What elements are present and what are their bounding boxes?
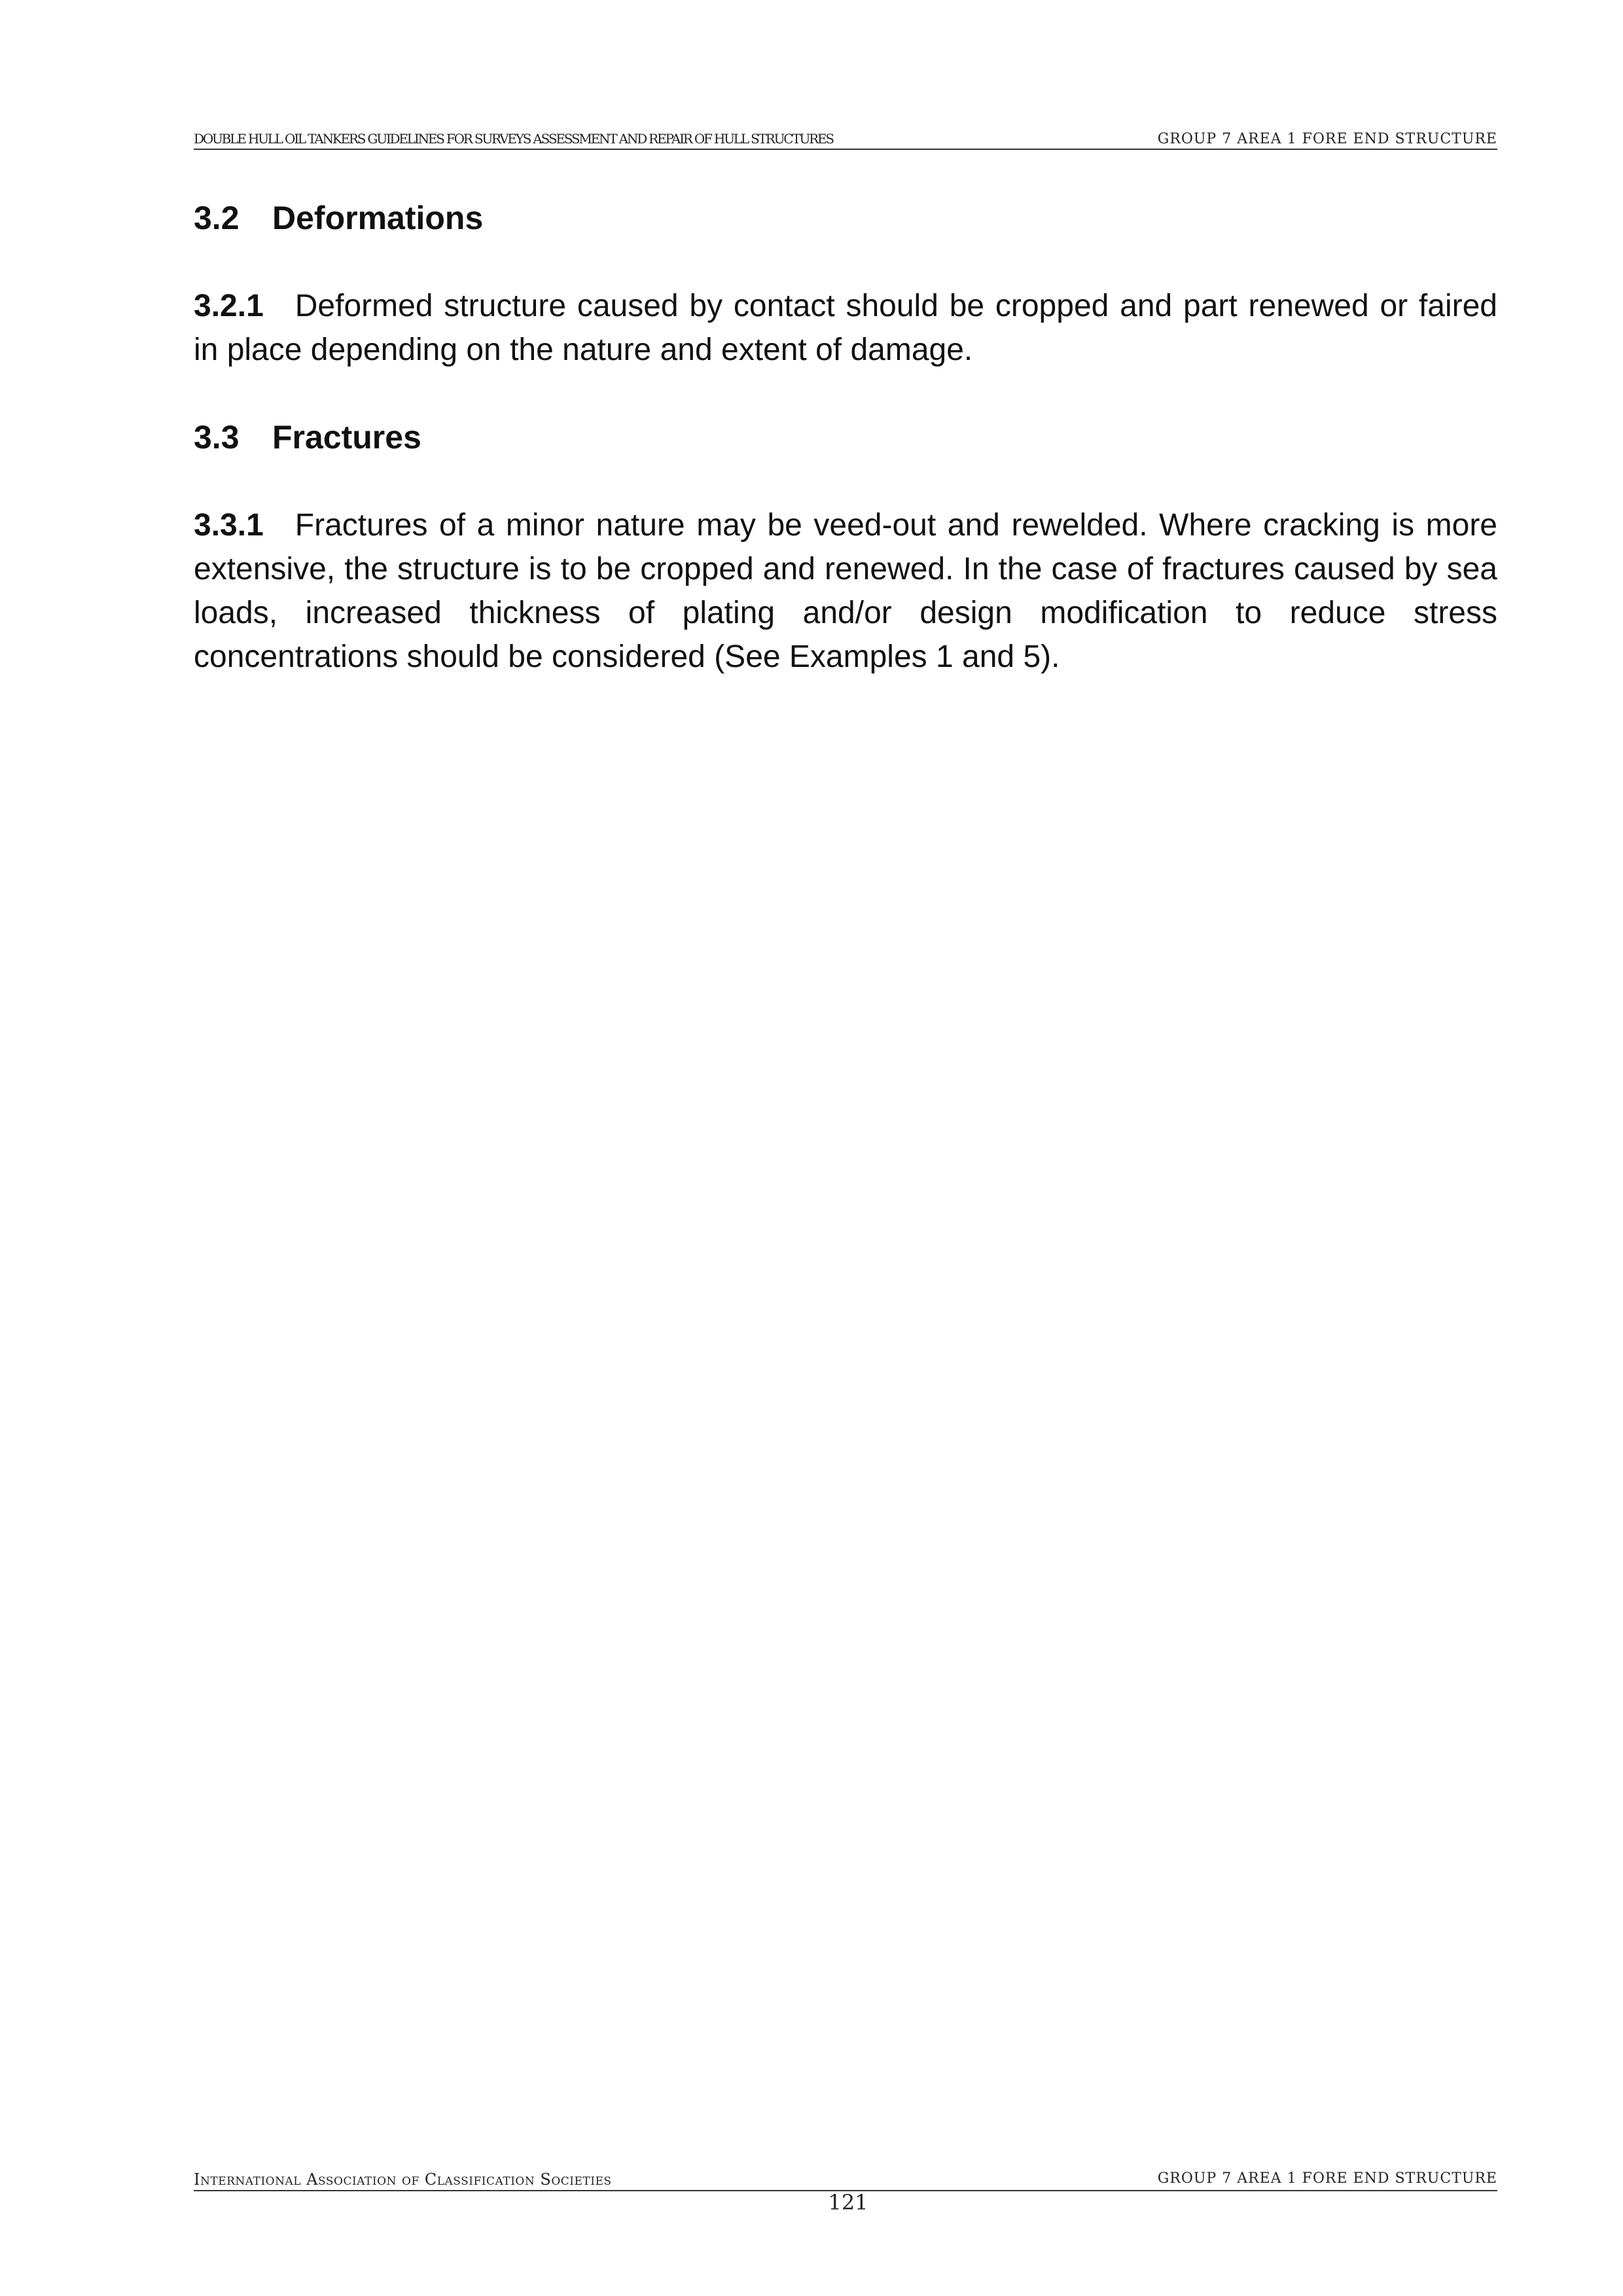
paragraph-number: 3.3.1 <box>194 508 264 543</box>
paragraph-3-2-1 <box>194 284 1497 372</box>
page-header <box>194 128 1497 152</box>
section-heading-deformations <box>194 196 1497 240</box>
section-title: Fractures <box>272 419 421 456</box>
footer-organization: International Association of Classification Societies <box>194 2170 612 2189</box>
page-content <box>194 196 1497 679</box>
section-number: 3.2 <box>194 200 240 236</box>
page-number: 121 <box>828 2190 868 2215</box>
paragraph-text: Deformed structure caused by contact should be cropped and part renewed or faired in place depending on the nature and extent of damage. <box>194 289 1497 367</box>
paragraph-number: 3.2.1 <box>194 289 264 323</box>
footer-section-title: GROUP 7 AREA 1 FORE END STRUCTURE <box>1157 2170 1497 2187</box>
header-section-title: GROUP 7 AREA 1 FORE END STRUCTURE <box>1157 131 1497 147</box>
section-number: 3.3 <box>194 419 240 456</box>
header-document-title: DOUBLE HULL OIL TANKERS GUIDELINES FOR SURVEYS ASSESSMENT AND REPAIR OF HULL STRUCTURES <box>194 131 833 147</box>
section-title: Deformations <box>272 200 484 236</box>
header-rule <box>194 149 1497 150</box>
paragraph-3-3-1 <box>194 503 1497 679</box>
section-heading-fractures <box>194 416 1497 459</box>
paragraph-text: Fractures of a minor nature may be veed-out and rewelded. Where cracking is more extensive, the structure is to be cropped and renewed. In the case of fractures caused by sea loads, increased thickness of plating and/or design modification to reduce stress concentrations should be considered (See Examples 1 and 5). <box>194 508 1497 674</box>
